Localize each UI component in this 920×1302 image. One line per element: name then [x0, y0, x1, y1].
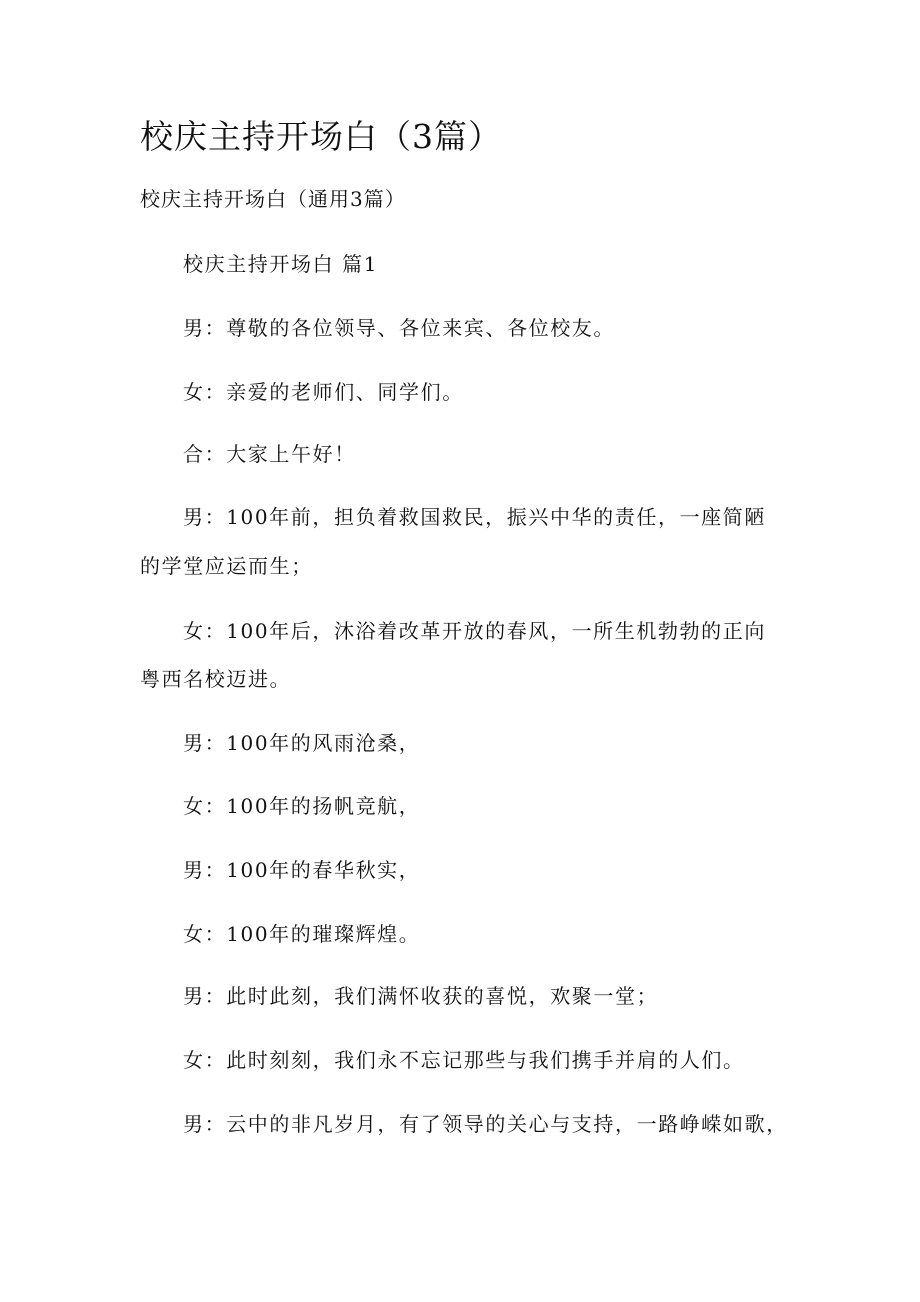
paragraph-line: 男：100年前，担负着救国救民，振兴中华的责任，一座简陋 [183, 505, 766, 529]
section-heading: 校庆主持开场白 篇1 [183, 252, 379, 276]
paragraph-line: 男：此时此刻，我们满怀收获的喜悦，欢聚一堂； [183, 984, 659, 1008]
paragraph-line: 合：大家上午好！ [183, 442, 356, 466]
paragraph-line: 女：亲爱的老师们、同学们。 [183, 380, 464, 404]
paragraph-line: 女：100年后，沐浴着改革开放的春风，一所生机勃勃的正向 [183, 619, 766, 643]
paragraph-line: 女：100年的扬帆竞航， [183, 794, 421, 818]
paragraph-line: 男：100年的风雨沧桑， [183, 731, 421, 755]
paragraph-line: 男：尊敬的各位领导、各位来宾、各位校友。 [183, 316, 615, 340]
paragraph-line-continued: 粤西名校迈进。 [140, 667, 292, 691]
paragraph-line: 男：云中的非凡岁月，有了领导的关心与支持，一路峥嵘如歌， [183, 1112, 788, 1136]
document-subtitle: 校庆主持开场白（通用3篇） [140, 187, 406, 211]
document-title: 校庆主持开场白（3篇） [140, 117, 502, 156]
paragraph-line: 男：100年的春华秋实， [183, 858, 421, 882]
paragraph-line: 女：此时刻刻，我们永不忘记那些与我们携手并肩的人们。 [183, 1048, 745, 1072]
paragraph-line-continued: 的学堂应运而生； [140, 554, 313, 578]
paragraph-line: 女：100年的璀璨辉煌。 [183, 922, 421, 946]
